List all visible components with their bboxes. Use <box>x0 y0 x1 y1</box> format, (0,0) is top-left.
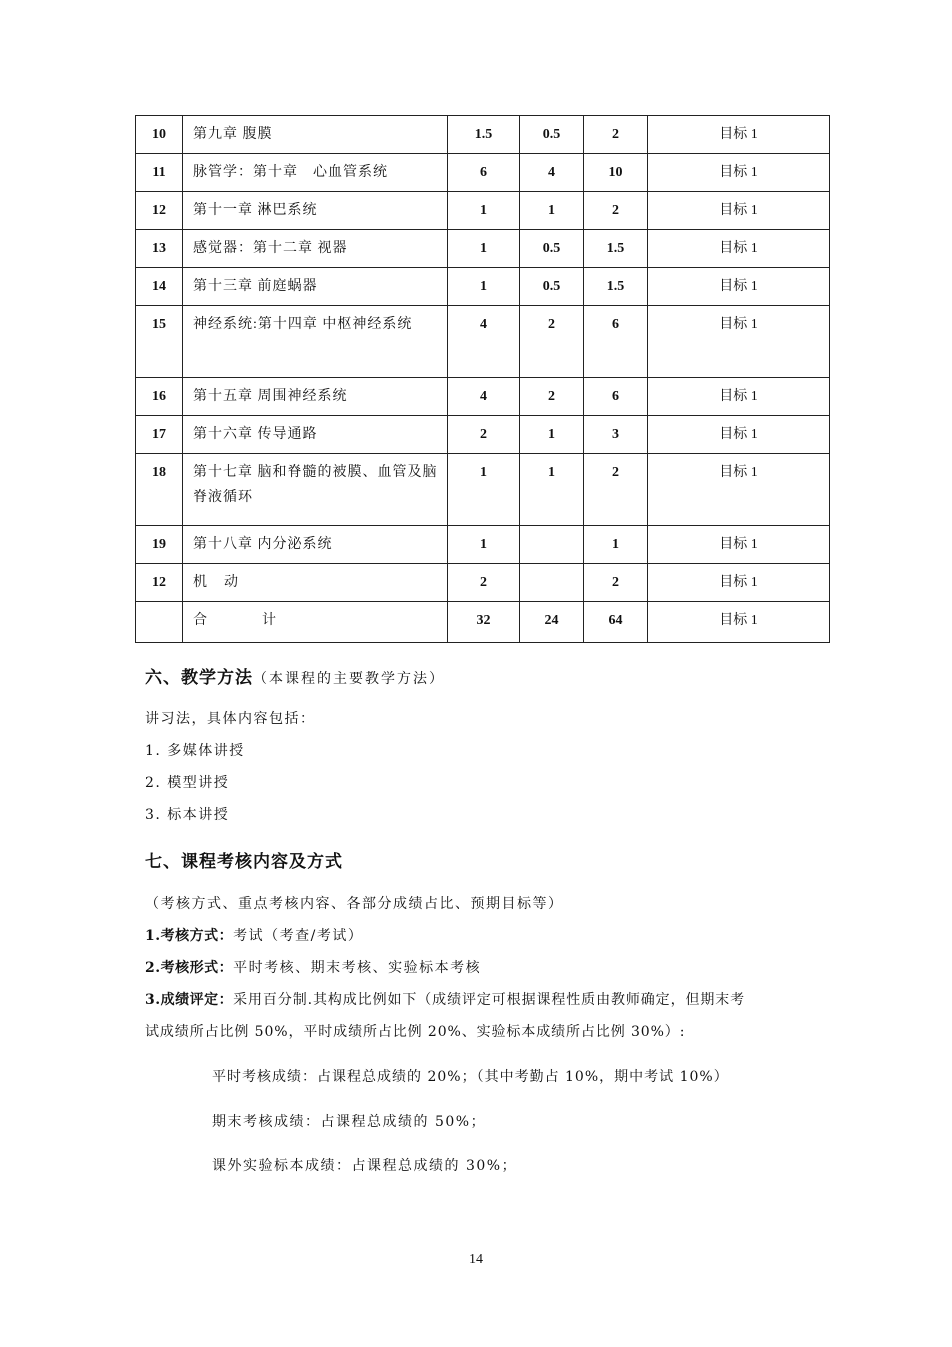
lecture-hours: 1 <box>448 454 520 526</box>
row-number: 12 <box>136 564 183 602</box>
goal: 目标 1 <box>648 564 830 602</box>
chapter-name: 感觉器：第十二章 视器 <box>183 230 448 268</box>
goal: 目标 1 <box>648 116 830 154</box>
lecture-hours: 2 <box>448 564 520 602</box>
chapter-name: 第十五章 周围神经系统 <box>183 378 448 416</box>
goal: 目标 1 <box>648 378 830 416</box>
goal: 目标 1 <box>648 454 830 526</box>
chapter-name: 第九章 腹膜 <box>183 116 448 154</box>
total-hours: 3 <box>584 416 648 454</box>
lab-hours <box>520 526 584 564</box>
chapter-name: 第十一章 淋巴系统 <box>183 192 448 230</box>
total-hours: 1 <box>584 526 648 564</box>
table-row <box>136 230 830 268</box>
list-item: 3. 标本讲授 <box>145 807 230 823</box>
table-row <box>136 116 830 154</box>
page-number: 14 <box>469 1252 483 1267</box>
list-item: 1. 多媒体讲授 <box>145 743 245 759</box>
table-row <box>136 454 830 526</box>
row-number: 19 <box>136 526 183 564</box>
lecture-hours: 4 <box>448 306 520 378</box>
row-number: 15 <box>136 306 183 378</box>
table-row <box>136 268 830 306</box>
table-row <box>136 154 830 192</box>
grade-evaluation-text: 采用百分制.其构成比例如下（成绩评定可根据课程性质由教师确定，但期末考 <box>233 992 746 1008</box>
lecture-hours: 1 <box>448 230 520 268</box>
grade-evaluation-continued: 试成绩所占比例 50%，平时成绩所占比例 20%、实验标本成绩所占比例 30%）: <box>145 1024 686 1040</box>
grade-item: 平时考核成绩：占课程总成绩的 20%；（其中考勤占 10%，期中考试 10%） <box>212 1069 729 1085</box>
total-hours: 2 <box>584 564 648 602</box>
table-row <box>136 526 830 564</box>
table-row <box>136 378 830 416</box>
hours-table <box>135 115 830 643</box>
chapter-name: 第十七章 脑和脊髓的被膜、血管及脑脊液循环 <box>183 454 448 526</box>
goal: 目标 1 <box>648 192 830 230</box>
section7-note: （考核方式、重点考核内容、各部分成绩占比、预期目标等） <box>145 896 564 912</box>
chapter-name <box>183 602 448 643</box>
row-number: 16 <box>136 378 183 416</box>
goal: 目标 1 <box>648 526 830 564</box>
table-row <box>136 564 830 602</box>
chapter-name: 脉管学：第十章 心血管系统 <box>183 154 448 192</box>
goal: 目标 1 <box>648 306 830 378</box>
total-label-part: 计 <box>262 613 277 628</box>
lecture-hours: 6 <box>448 154 520 192</box>
goal: 目标 1 <box>648 154 830 192</box>
total-hours: 6 <box>584 378 648 416</box>
goal: 目标 1 <box>648 416 830 454</box>
table-total-row <box>136 602 830 643</box>
lecture-hours: 4 <box>448 378 520 416</box>
table-row <box>136 192 830 230</box>
lab-hours <box>520 564 584 602</box>
lab-hours: 0.5 <box>520 116 584 154</box>
section7-heading: 七、课程考核内容及方式 <box>145 852 343 872</box>
grade-item: 期末考核成绩：占课程总成绩的 50%； <box>212 1114 487 1130</box>
total-hours: 10 <box>584 154 648 192</box>
lecture-hours: 1 <box>448 192 520 230</box>
lab-hours: 24 <box>520 602 584 643</box>
chapter-name: 第十六章 传导通路 <box>183 416 448 454</box>
lecture-hours: 1 <box>448 268 520 306</box>
lab-hours: 4 <box>520 154 584 192</box>
assessment-form-text: 平时考核、期末考核、实验标本考核 <box>233 960 482 976</box>
total-hours: 2 <box>584 116 648 154</box>
chapter-name: 第十八章 内分泌系统 <box>183 526 448 564</box>
chapter-name-part: 机 <box>193 575 208 590</box>
lab-hours: 1 <box>520 454 584 526</box>
row-number: 10 <box>136 116 183 154</box>
total-hours: 64 <box>584 602 648 643</box>
goal: 目标 1 <box>648 230 830 268</box>
goal: 目标 1 <box>648 602 830 643</box>
section6-heading <box>145 663 445 688</box>
lab-hours: 1 <box>520 416 584 454</box>
assessment-form-label: 2.考核形式： <box>145 960 234 976</box>
lab-hours: 0.5 <box>520 268 584 306</box>
row-number: 13 <box>136 230 183 268</box>
table-row <box>136 306 830 378</box>
total-hours: 2 <box>584 454 648 526</box>
row-number: 11 <box>136 154 183 192</box>
lab-hours: 0.5 <box>520 230 584 268</box>
chapter-name <box>183 564 448 602</box>
lab-hours: 2 <box>520 378 584 416</box>
chapter-name: 神经系统:第十四章 中枢神经系统 <box>183 306 448 378</box>
assessment-method-text: 考试（考查/考试） <box>233 928 364 944</box>
grade-item: 课外实验标本成绩：占课程总成绩的 30%； <box>212 1158 518 1174</box>
assessment-method-label: 1.考核方式： <box>145 928 234 944</box>
lecture-hours: 1.5 <box>448 116 520 154</box>
table-row <box>136 416 830 454</box>
total-label-part: 合 <box>193 613 208 628</box>
row-number: 12 <box>136 192 183 230</box>
assessment-method <box>145 925 363 945</box>
row-number <box>136 602 183 643</box>
section6-intro: 讲习法，具体内容包括： <box>145 711 316 727</box>
row-number: 17 <box>136 416 183 454</box>
section6-note: （本课程的主要教学方法） <box>253 671 445 687</box>
grade-evaluation-label: 3.成绩评定： <box>145 992 234 1008</box>
lecture-hours: 2 <box>448 416 520 454</box>
total-hours: 1.5 <box>584 268 648 306</box>
total-hours: 2 <box>584 192 648 230</box>
goal: 目标 1 <box>648 268 830 306</box>
total-hours: 6 <box>584 306 648 378</box>
lecture-hours: 32 <box>448 602 520 643</box>
row-number: 14 <box>136 268 183 306</box>
lecture-hours: 1 <box>448 526 520 564</box>
section6-title: 六、教学方法 <box>145 668 253 688</box>
list-item: 2. 模型讲授 <box>145 775 230 791</box>
lab-hours: 2 <box>520 306 584 378</box>
total-hours: 1.5 <box>584 230 648 268</box>
assessment-form <box>145 957 481 977</box>
grade-evaluation <box>145 989 745 1009</box>
row-number: 18 <box>136 454 183 526</box>
chapter-name: 第十三章 前庭蜗器 <box>183 268 448 306</box>
chapter-name-part: 动 <box>224 575 239 590</box>
lab-hours: 1 <box>520 192 584 230</box>
